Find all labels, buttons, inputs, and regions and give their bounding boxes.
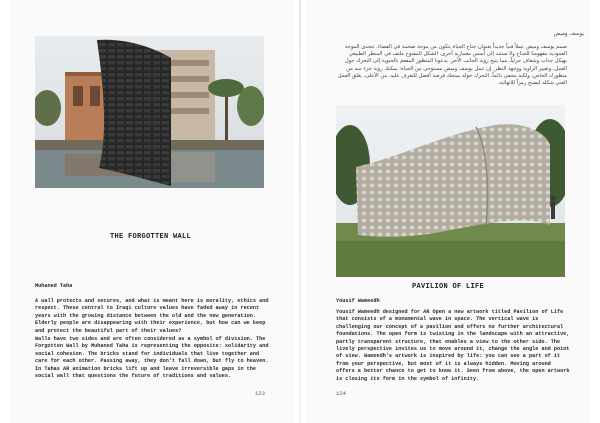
forgotten-wall-photo [35, 36, 264, 188]
book-fold [299, 0, 301, 423]
arabic-author-name: يوسف وميض [553, 31, 584, 37]
pavilion-of-life-photo [336, 105, 565, 277]
body-paragraph-1: A wall protects and secures, and what is meant here is morality, ethics and respect. These central to Iraqi culture values have faded away in recent years with the growing distance between the old and the new generation. Elderly people are disappearing with their experience, but how can we keep and protect the beautiful part of their values? [35, 298, 269, 334]
author-name-right: Yousif Wameedh [336, 298, 380, 304]
artwork-title-forgotten-wall: THE FORGOTTEN WALL [110, 233, 192, 241]
artwork-title-pavilion-of-life: PAVILION OF LIFE [412, 283, 485, 291]
page-number-left: 123 [255, 390, 265, 397]
body-paragraph-right: Yousif Wameedh designed for AR Open a new artwork titled Pavilion of Life that consists of a monumental wave in space. The vertical wave is challenging our concept of a pavilion and offers no further architectural foundations. The open form is twisting in the landscape with an attractive, partly transparent structure, that enables a view to the other side. The lively perspective invites us to move around it, change the angle and point of view. Wameedh's artwork is inspired by life: you can see a part of it from your perspective, but most of it is always hidden. Moving around offers a better chance to get to know it. Seen from above, the open artwork is closing its form in the symbol of infinity. [336, 309, 570, 382]
arabic-paragraph: صمم يوسف وميض عملاً فنياً جديداً بعنوان جناح الحياة يتكون من موجة ضخمة في الفضاء. تتحدى الموجة العمودية مفهومنا للجناح ولا تستند إلى أسس معمارية أخرى. الشكل المفتوح ملتف في المنظر الطبيعي بهيكل جذاب وشفاف جزئياً، مما يتيح رؤية الجانب الآخر. يدعونا المنظور المفعم بالحيوية إلى التحرك حول العمل، وتغيير الزاوية ووجهة النظر. إن عمل يوسف وميض مستوحى من الحياة: يمكنك رؤية جزء منه من منظورك الخاص، ولكنه مخفي دائماً. التحرك حوله يمنحك فرصة أفضل للتعرف عليه. من الأعلى، يغلق العمل الفني شكله ليصبح رمزاً للانهائية. [337, 44, 567, 87]
body-paragraph-2: Walls have two sides and are often considered as a symbol of division. The Forgotten Wall by Muhaned Taha is representing the opposite: solidarity and social cohesion. The bricks stand for individuals that live together and care for each other. Passing away, they don't fall down, but fly to heaven. In Tahas AR animation bricks lift up and leave irreversible gaps in the social wall that questions the future of traditions and values. [35, 336, 269, 380]
page-number-right: 124 [336, 390, 346, 397]
author-name-left: Muhaned Taha [35, 283, 73, 289]
